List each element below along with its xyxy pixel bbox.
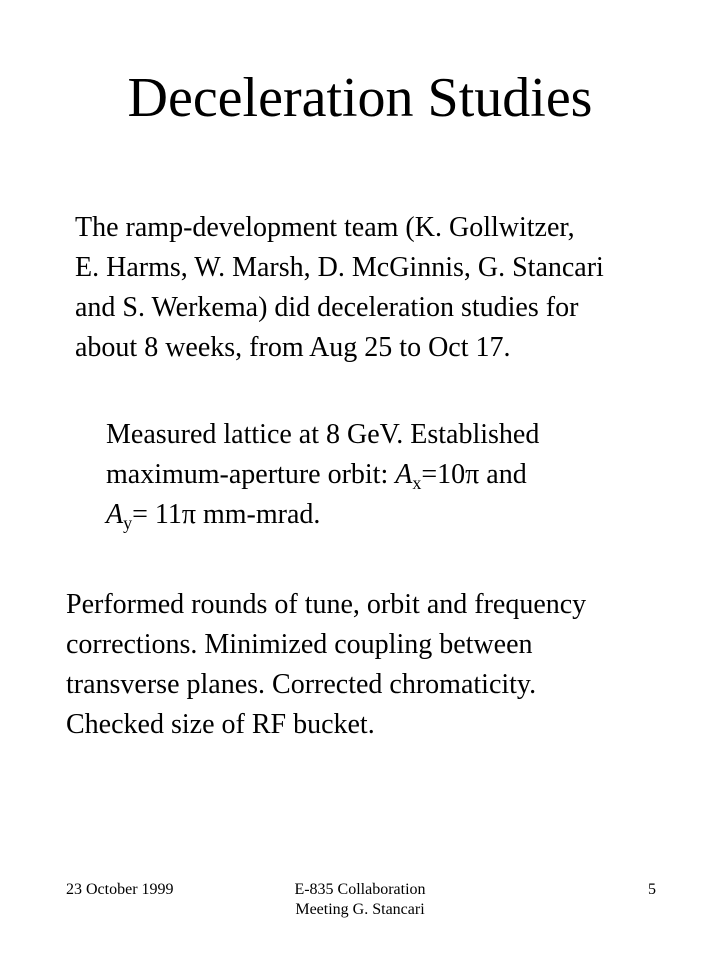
paragraph-corrections <box>66 585 586 745</box>
ax-value: =10π <box>421 459 480 490</box>
ax-symbol: A <box>395 459 413 490</box>
paragraph-line-aperture <box>106 455 539 495</box>
paragraph-line: Performed rounds of tune, orbit and frequency <box>66 589 587 620</box>
ay-symbol: A <box>106 499 124 530</box>
paragraph-line: Checked size of RF bucket. <box>66 709 375 740</box>
page-number: 5 <box>648 881 656 898</box>
paragraph-line: The ramp-development team (K. Gollwitzer, <box>75 212 575 243</box>
ax-subscript: x <box>412 473 422 493</box>
footer-meeting-line: Meeting G. Stancari <box>295 901 425 918</box>
paragraph-line: transverse planes. Corrected chromaticity. <box>66 669 537 700</box>
paragraph-line: about 8 weeks, from Aug 25 to Oct 17. <box>75 332 511 363</box>
paragraph-line-ay <box>106 495 539 535</box>
ay-subscript: y <box>123 513 133 533</box>
footer-date: 23 October 1999 <box>66 881 174 898</box>
slide-title: Deceleration Studies <box>127 67 593 129</box>
paragraph-line: and S. Werkema) did deceleration studies for <box>75 292 579 323</box>
aperture-text: maximum-aperture orbit: <box>106 459 396 490</box>
footer-meeting-line: E-835 Collaboration <box>294 881 426 898</box>
and-word: and <box>479 459 527 490</box>
paragraph-line: Measured lattice at 8 GeV. Established <box>106 419 540 450</box>
paragraph-line: E. Harms, W. Marsh, D. McGinnis, G. Stancari <box>75 252 604 283</box>
footer-meeting <box>250 880 470 920</box>
paragraph-line: corrections. Minimized coupling between <box>66 629 533 660</box>
paragraph-ramp-team <box>75 208 604 368</box>
paragraph-lattice <box>106 415 539 535</box>
ay-value: = 11π mm-mrad. <box>132 499 321 530</box>
